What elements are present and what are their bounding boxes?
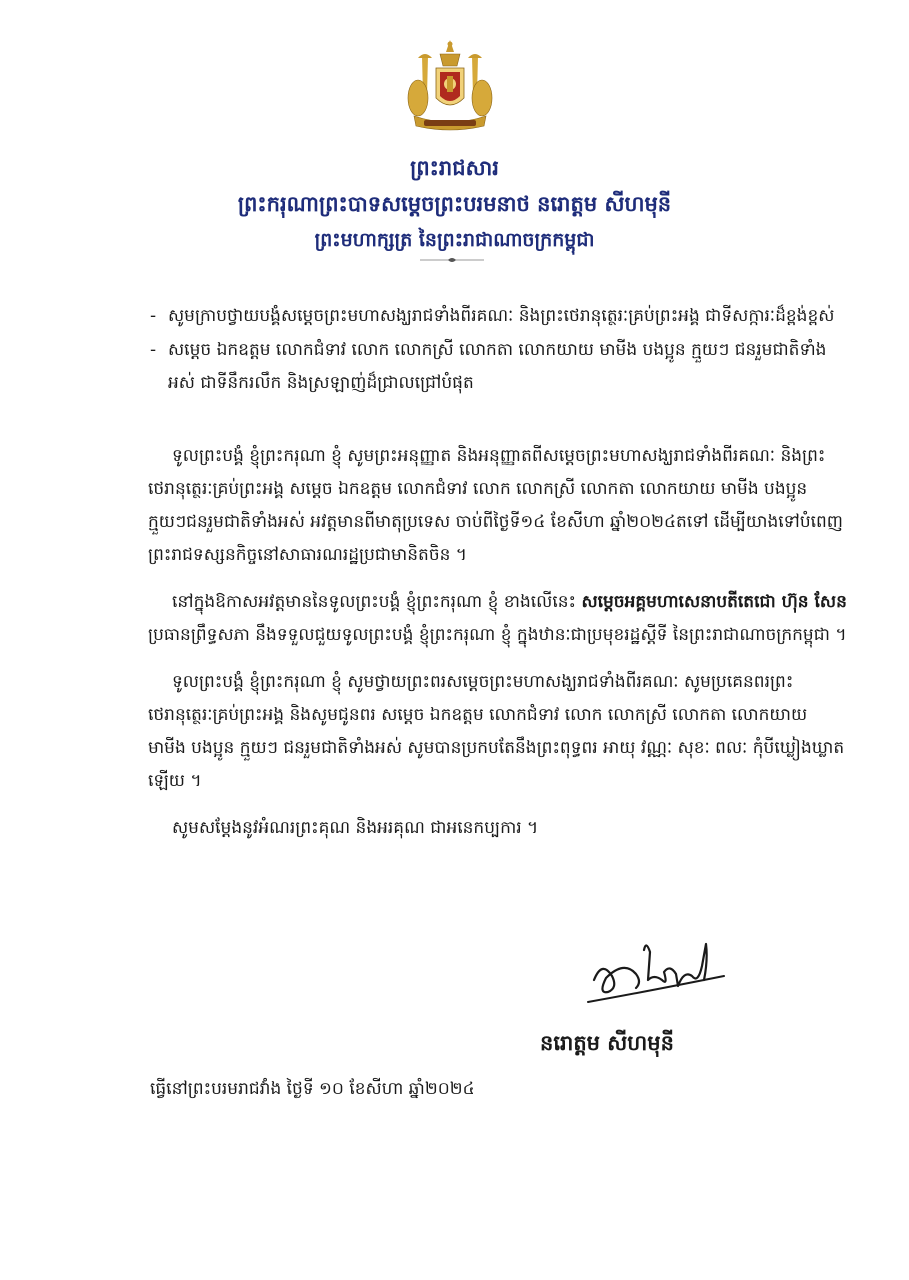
body-paragraph-thanks: សូមសម្តែងនូវអំណរព្រះគុណ និងអរគុណ ជាអនេកប្បការ ។ — [172, 818, 539, 838]
body-paragraph-departure: ទូលព្រះបង្គំ ខ្ញុំព្រះករុណា ខ្ញុំ សូមព្រះអនុញ្ញាត និងអនុញ្ញាតពីសម្តេចព្រះមហាសង្ឃរាជទាំងពីរគណៈ និងព្រះថេរានុត្ថេរៈគ្រប់ព្រះអង្គ សម្តេច ឯកឧត្តម លោកជំទាវ លោក លោកស្រី លោកតា លោកយាយ មាមីង បងប្អូន ក្មួយៗជនរួមជាតិទាំងអស់ អវត្តមានពីមាតុប្រទេស ចាប់ពីថ្ងៃទី១៤ ខែសីហា ឆ្នាំ២០២៤តទៅ ដើម្បីយាងទៅបំពេញព្រះរាជទស្សនកិច្ចនៅសាធារណរដ្ឋប្រជាមានិតចិន ។ — [148, 446, 843, 565]
signer-name: នរោត្តម សីហមុនី — [540, 1031, 674, 1055]
date-place-line: ធ្វើនៅព្រះបរមរាជវាំង ថ្ងៃទី ១០ ខែសីហា ឆ្នាំ២០២៤ — [150, 1079, 475, 1099]
acting-head-name: សម្តេចអគ្គមហាសេនាបតីតេជោ ហ៊ុន សែន — [581, 592, 847, 612]
royal-arms-emblem-icon — [400, 36, 500, 136]
sender-office: ព្រះមហាក្សត្រ នៃព្រះរាជាណាចក្រកម្ពុជា — [314, 229, 595, 251]
salutation-list — [150, 300, 850, 401]
handwritten-signature-icon — [584, 930, 734, 1010]
salutation-item-public — [150, 334, 850, 400]
sender-title: ព្រះករុណាព្រះបាទសម្តេចព្រះបរមនាថ នរោត្តម សីហមុនី — [237, 192, 672, 216]
salutation-text: សូមក្រាបថ្វាយបង្គំសម្តេចព្រះមហាសង្ឃរាជទាំងពីរគណៈ និងព្រះថេរានុត្ថេរៈគ្រប់ព្រះអង្គ ជាទីសក្ការៈដ៏ខ្ពង់ខ្ពស់ — [168, 306, 835, 326]
bullet-dash: - — [150, 306, 157, 326]
body-paragraph-acting-head — [148, 586, 848, 652]
paragraph-text: ប្រធានព្រឹទ្ធសភា នឹងទទួលជួយទូលព្រះបង្គំ ខ្ញុំព្រះករុណា ខ្ញុំ ក្នុងឋានៈជាប្រមុខរដ្ឋស្តីទី នៃព្រះរាជាណាចក្រកម្ពុជា ។ — [148, 625, 847, 645]
ornamental-divider-icon — [420, 256, 484, 264]
salutation-text: សម្តេច ឯកឧត្តម លោកជំទាវ លោក លោកស្រី លោកតា លោកយាយ មាមីង បងប្អូន ក្មួយៗ ជនរួមជាតិទាំងអស់ ជាទីនឹករលឹក និងស្រឡាញ់ដ៏ជ្រាលជ្រៅបំផុត — [168, 340, 827, 393]
letter-heading — [100, 150, 809, 258]
document-type-title: ព្រះរាជសារ — [410, 156, 499, 180]
letter-body — [148, 440, 848, 859]
bullet-dash: - — [150, 340, 157, 360]
paragraph-text: នៅក្នុងឱកាសអវត្តមាននៃទូលព្រះបង្គំ ខ្ញុំព្រះករុណា ខ្ញុំ ខាងលើនេះ — [172, 592, 582, 612]
body-paragraph-blessing: ទូលព្រះបង្គំ ខ្ញុំព្រះករុណា ខ្ញុំ សូមថ្វាយព្រះពរសម្តេចព្រះមហាសង្ឃរាជទាំងពីរគណៈ សូមប្រគេនពរព្រះថេរានុត្ថេរៈគ្រប់ព្រះអង្គ និងសូមជូនពរ សម្តេច ឯកឧត្តម លោកជំទាវ លោក លោកស្រី លោកតា លោកយាយ មាមីង បងប្អូន ក្មួយៗ ជនរួមជាតិទាំងអស់ សូមបានប្រកបតែនឹងព្រះពុទ្ធពរ អាយុ វណ្ណៈ សុខៈ ពលៈ កុំបីឃ្លៀងឃ្លាតឡើយ ។ — [148, 672, 845, 791]
salutation-item-clergy — [150, 300, 850, 333]
